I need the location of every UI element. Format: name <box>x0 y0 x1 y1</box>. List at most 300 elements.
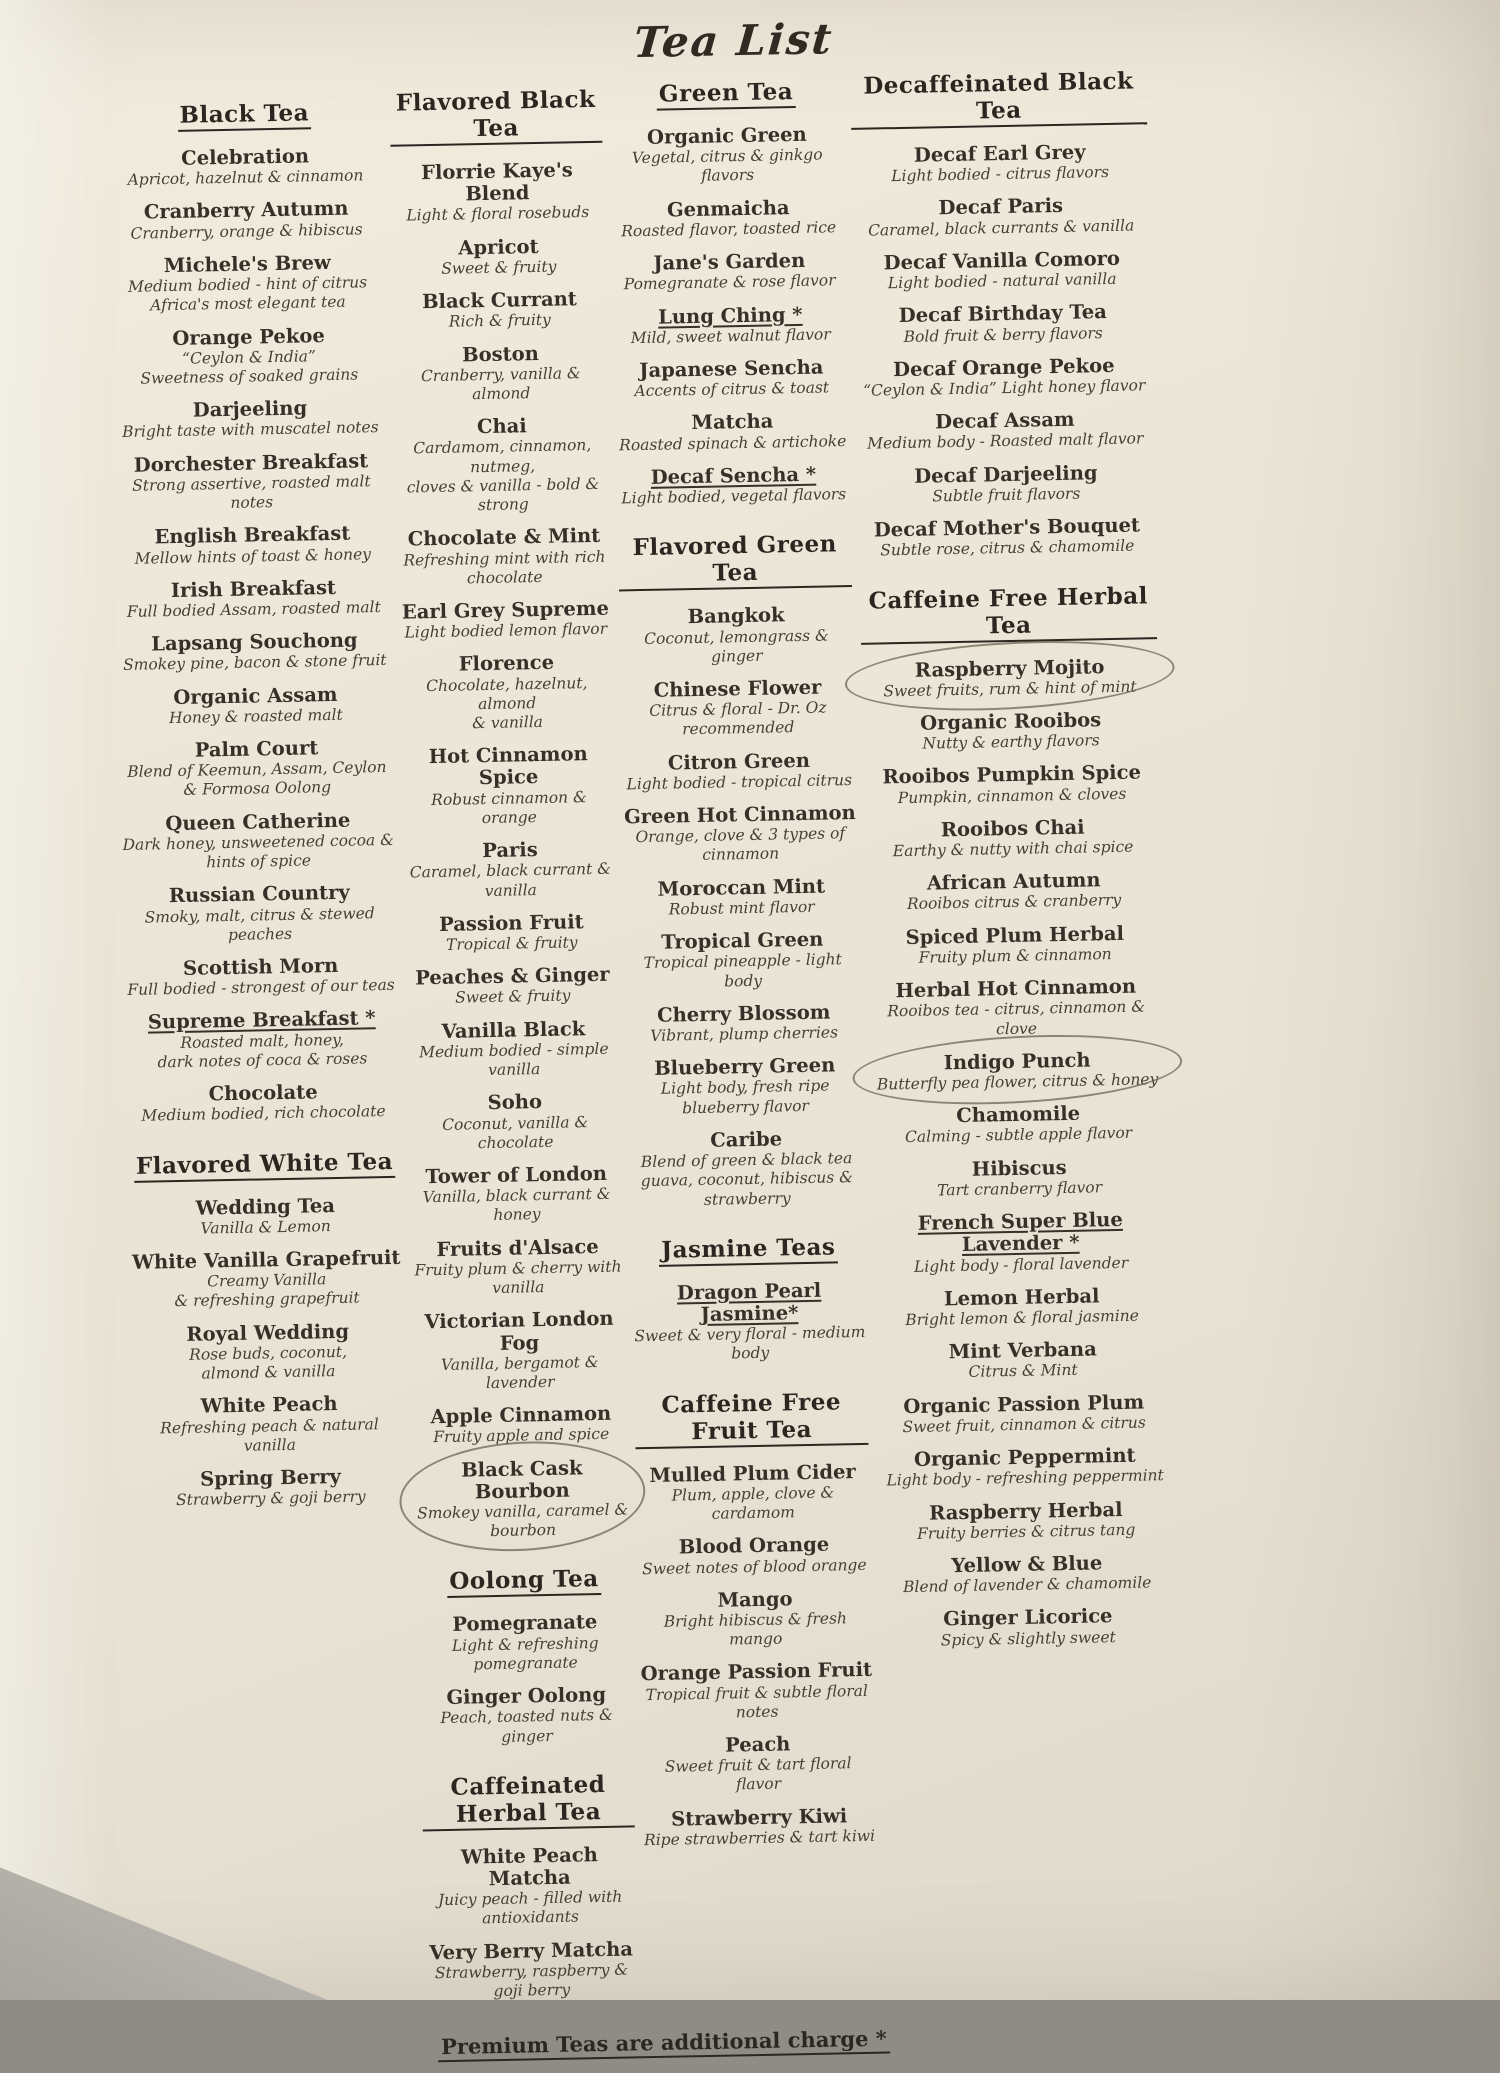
tea-item-desc: Mild, sweet walnut flavor <box>630 325 831 347</box>
tea-item <box>627 1001 861 1047</box>
tea-item <box>110 251 386 317</box>
tea-item <box>857 407 1154 454</box>
tea-item-desc: Pomegranate & rose flavor <box>623 271 836 294</box>
section-header <box>860 582 1157 645</box>
tea-item-name: Hot Cinnamon Spice <box>428 742 588 790</box>
tea-item-desc: Light bodied, vegetal flavors <box>621 485 847 508</box>
tea-item <box>641 1732 875 1797</box>
section-header <box>634 1387 868 1448</box>
tea-item <box>640 1659 874 1724</box>
tea-item-desc: Sweet & fruity <box>441 257 557 278</box>
tea-item <box>861 655 1158 702</box>
tea-item-name: Russian Country <box>168 881 350 908</box>
tea-item <box>392 234 605 280</box>
tea-item-name: Herbal Hot Cinnamon <box>895 974 1137 1003</box>
menu-section <box>634 1387 876 1850</box>
tea-item-name: Mango <box>717 1587 793 1612</box>
tea-item-desc: Citrus & Mint <box>968 1361 1078 1382</box>
tea-item-desc: Blend of green & black tea <box>640 1149 853 1172</box>
tea-item <box>865 815 1162 862</box>
tea-item <box>111 323 387 389</box>
tea-item-desc: Tropical & fruity <box>445 933 578 954</box>
tea-item-name: African Autumn <box>926 868 1101 895</box>
tea-item <box>622 749 856 795</box>
tea-item-desc: Honey & roasted malt <box>168 705 343 727</box>
tea-item <box>402 743 616 830</box>
tea-item <box>867 922 1164 969</box>
tea-item-name: Chinese Flower <box>653 675 822 702</box>
tea-item-desc: Light bodied - tropical citrus <box>626 770 853 794</box>
menu-section <box>127 1147 409 1511</box>
tea-item <box>400 651 614 735</box>
tea-item-name: Florrie Kaye's Blend <box>420 158 573 206</box>
tea-item-name: Apple Cinnamon <box>430 1401 612 1429</box>
menu-title: Tea List <box>631 14 836 68</box>
tea-item <box>125 1080 401 1127</box>
tea-item <box>858 461 1155 508</box>
tea-item <box>878 1497 1175 1544</box>
section-header-text: Caffeine Free Herbal Tea <box>860 582 1157 645</box>
tea-item-name: Decaf Darjeeling <box>914 460 1098 488</box>
tea-item-name: Wedding Tea <box>195 1193 336 1220</box>
tea-item <box>863 708 1160 755</box>
tea-item-desc: Rooibos citrus & cranberry <box>906 891 1122 914</box>
menu-section <box>418 1565 633 1748</box>
tea-item-name: Boston <box>461 341 540 366</box>
tea-item-name: White Vanilla Grapefruit <box>131 1245 401 1274</box>
tea-item <box>616 409 850 455</box>
tea-item-name: Victorian London Fog <box>424 1306 614 1355</box>
tea-item <box>859 514 1156 561</box>
tea-item <box>625 875 859 921</box>
tea-item-desc: Bright lemon & floral jasmine <box>905 1306 1140 1330</box>
tea-item-desc: Butterfly pea flower, citrus & honey <box>876 1070 1159 1094</box>
tea-item-name: Yellow & Blue <box>951 1551 1103 1578</box>
tea-item <box>124 1007 400 1073</box>
tea-item-name: Apricot <box>458 234 539 260</box>
tea-item-desc: Fruity plum & cinnamon <box>918 944 1112 967</box>
tea-item-desc: Bright hibiscus & fresh mango <box>663 1609 848 1649</box>
tea-item-desc: Cardamom, cinnamon, nutmeg, <box>413 436 592 476</box>
tea-item-desc: dark notes of coca & roses <box>157 1049 368 1072</box>
section-header-text: Caffeinated Herbal Tea <box>422 1770 635 1831</box>
premium-note-text: Premium Teas are additional charge * <box>438 2026 890 2063</box>
tea-item-name: Orange Passion Fruit <box>640 1658 873 1686</box>
tea-item <box>394 341 607 406</box>
tea-item-desc: Vanilla, black currant & honey <box>422 1184 611 1225</box>
tea-item <box>864 761 1161 808</box>
tea-item-desc: & Formosa Oolong <box>183 778 332 800</box>
tea-item-name: Chamomile <box>956 1101 1081 1128</box>
tea-item-name: Japanese Sencha <box>639 355 824 382</box>
tea-item-name: Raspberry Mojito <box>914 654 1105 682</box>
section-header <box>107 98 382 133</box>
tea-item <box>129 1247 405 1313</box>
tea-item-name: Green Hot Cinnamon <box>623 800 856 829</box>
tea-item-desc: Roasted malt, honey, <box>180 1030 345 1052</box>
tea-item-desc: Accents of citrus & toast <box>634 378 830 401</box>
tea-item-name: Pomegranate <box>452 1610 598 1637</box>
tea-item-desc: Sweet & fruity <box>455 986 571 1008</box>
tea-item-name: Vanilla Black <box>441 1016 586 1043</box>
tea-item-desc: Calming - subtle apple flavor <box>904 1124 1133 1147</box>
tea-item <box>407 1017 620 1082</box>
tea-item-desc: Medium body - Roasted malt flavor <box>867 429 1144 454</box>
tea-item-desc: Smokey vanilla, caramel & bourbon <box>417 1500 629 1541</box>
section-header <box>609 77 843 111</box>
tea-item <box>398 525 611 590</box>
section-header-text: Caffeine Free Fruit Tea <box>634 1387 868 1448</box>
tea-item <box>416 1456 630 1543</box>
tea-item <box>116 576 392 623</box>
tea-item-name: Chocolate & Mint <box>407 524 601 551</box>
tea-item-name: Organic Peppermint <box>913 1443 1136 1472</box>
section-header <box>389 86 602 147</box>
tea-item-name: Peaches & Ginger <box>415 962 610 990</box>
tea-item-desc: Strong assertive, roasted malt notes <box>132 472 371 512</box>
tea-item-name: Organic Assam <box>173 682 338 709</box>
tea-item-desc: Tropical pineapple - light body <box>643 950 842 991</box>
tea-item <box>425 1938 638 2003</box>
tea-item-name: Decaf Mother's Bouquet <box>873 513 1141 542</box>
tea-item-desc: Caramel, black currants & vanilla <box>867 216 1135 240</box>
tea-item-name: Black Currant <box>421 287 578 314</box>
tea-item <box>855 301 1152 348</box>
section-header <box>127 1147 402 1182</box>
tea-item <box>396 414 610 517</box>
section-header <box>631 1233 865 1267</box>
tea-item-name: Soho <box>487 1090 543 1115</box>
tea-item <box>415 1403 628 1449</box>
tea-item-desc: Fruity apple and spice <box>433 1425 610 1447</box>
tea-item-name: Decaf Sencha * <box>650 462 817 489</box>
tea-item <box>131 1392 407 1458</box>
tea-item-name: Earl Grey Supreme <box>401 596 610 624</box>
tea-item-name: Passion Fruit <box>438 909 584 936</box>
menu-column-1 <box>102 82 422 2034</box>
tea-item-desc: Sweet fruit, cinnamon & citrus <box>902 1413 1146 1437</box>
tea-item-desc: Pumpkin, cinnamon & cloves <box>897 784 1127 807</box>
tea-item-desc: Subtle fruit flavors <box>932 484 1081 506</box>
tea-item <box>610 123 844 188</box>
section-header <box>618 530 852 591</box>
tea-item-name: Queen Catherine <box>165 808 351 835</box>
tea-item-desc: Fruity plum & cherry with vanilla <box>414 1257 622 1298</box>
tea-item <box>413 1308 627 1395</box>
tea-item <box>122 881 398 947</box>
tea-item <box>391 159 604 227</box>
tea-item-name: Tropical Green <box>661 927 824 954</box>
tea-item <box>853 194 1150 241</box>
tea-item <box>621 676 855 741</box>
tea-item-name: Hibiscus <box>971 1155 1067 1181</box>
tea-item <box>411 1235 624 1300</box>
tea-item-desc: Sweet fruits, rum & hint of mint <box>883 677 1137 701</box>
tea-item-name: Spring Berry <box>199 1464 342 1491</box>
tea-item-desc: Light bodied - citrus flavors <box>891 163 1110 186</box>
tea-item-name: Mulled Plum Cider <box>649 1459 856 1487</box>
tea-item-name: Irish Breakfast <box>170 575 337 602</box>
tea-item-name: Moroccan Mint <box>657 874 826 901</box>
tea-item-desc: Light bodied lemon flavor <box>404 619 608 642</box>
tea-item-name: Chocolate <box>208 1080 318 1106</box>
tea-item-desc: Rose buds, coconut, <box>188 1342 348 1364</box>
menu-column-4 <box>846 67 1187 2020</box>
tea-item-desc: Bold fruit & berry flavors <box>903 323 1103 346</box>
tea-item <box>393 288 606 334</box>
tea-item-name: Michele's Brew <box>163 250 331 278</box>
tea-item-name: Supreme Breakfast * <box>147 1006 376 1035</box>
tea-item-name: Caribe <box>709 1127 783 1152</box>
tea-item-name: Blood Orange <box>678 1532 830 1559</box>
tea-item-desc: guava, coconut, hibiscus & strawberry <box>640 1168 854 1209</box>
tea-item-name: Mint Verbana <box>948 1337 1097 1364</box>
section-header-text: Flavored Black Tea <box>389 86 602 147</box>
tea-item <box>876 1391 1173 1438</box>
tea-item <box>118 682 394 729</box>
tea-item <box>637 1533 871 1579</box>
tea-item <box>626 928 860 993</box>
tea-item-desc: Full bodied Assam, roasted malt <box>126 597 381 621</box>
tea-item-desc: Light & floral rosebuds <box>406 203 590 225</box>
tea-item-desc: Cranberry, orange & hibiscus <box>130 219 363 243</box>
tea-item-desc: Smoky, malt, citrus & stewed peaches <box>144 903 375 944</box>
tea-item-desc: Robust cinnamon & orange <box>431 787 587 828</box>
tea-item-name: Palm Court <box>194 736 319 762</box>
tea-item-desc: almond & vanilla <box>201 1362 336 1383</box>
tea-item-name: Ginger Licorice <box>942 1604 1113 1631</box>
tea-item <box>869 1048 1166 1095</box>
tea-item-desc: Coconut, lemongrass & ginger <box>644 625 829 666</box>
tea-item <box>409 1090 622 1155</box>
tea-item <box>877 1444 1174 1491</box>
tea-item <box>628 1054 862 1119</box>
tea-item-desc: Rooibos tea - citrus, cinnamon & clove <box>887 997 1146 1038</box>
tea-item-desc: Light body - refreshing peppermint <box>886 1466 1164 1490</box>
tea-item-desc: Refreshing mint with rich chocolate <box>403 547 606 588</box>
tea-item-name: Spiced Plum Herbal <box>905 921 1125 949</box>
tea-item <box>423 1843 637 1930</box>
tea-item-name: Dorchester Breakfast <box>133 448 369 477</box>
tea-item <box>874 1284 1171 1331</box>
section-header-text: Jasmine Teas <box>659 1233 838 1266</box>
section-header-text: Flavored White Tea <box>134 1147 396 1182</box>
tea-item <box>108 197 384 244</box>
tea-item-desc: Plum, apple, clove & cardamom <box>671 1483 835 1523</box>
tea-item <box>115 522 391 569</box>
tea-item <box>404 838 617 903</box>
tea-item-name: Citron Green <box>667 748 811 775</box>
tea-item <box>852 140 1149 187</box>
menu-column-2 <box>385 78 642 2029</box>
tea-item <box>879 1551 1176 1598</box>
tea-item-desc: Light body, fresh ripe blueberry flavor <box>660 1076 830 1117</box>
tea-item-desc: cloves & vanilla - bold & strong <box>406 474 600 515</box>
section-header-text: Flavored Green Tea <box>618 530 852 591</box>
tea-item-name: Decaf Paris <box>938 194 1064 220</box>
tea-item <box>619 603 853 668</box>
tea-item-desc: Cranberry, vanilla & almond <box>420 363 581 404</box>
tea-item-desc: Dark honey, unsweetened cocoa & <box>122 830 395 854</box>
tea-item-name: Lapsang Souchong <box>151 628 358 656</box>
tea-item-name: Decaf Birthday Tea <box>898 300 1108 328</box>
tea-item-desc: Rich & fruity <box>448 311 552 331</box>
tea-item-name: Organic Passion Plum <box>903 1390 1145 1418</box>
tea-item-desc: Strawberry & goji berry <box>175 1487 366 1510</box>
tea-item-name: Lemon Herbal <box>943 1284 1100 1311</box>
tea-item <box>617 463 851 509</box>
tea-item-name: Blueberry Green <box>653 1053 836 1081</box>
tea-item <box>632 1279 867 1366</box>
tea-item-desc: Earthy & nutty with chai spice <box>892 837 1134 861</box>
section-header-text: Green Tea <box>657 78 796 111</box>
section-header <box>850 67 1147 130</box>
tea-item <box>638 1587 872 1652</box>
tea-item <box>612 196 846 242</box>
tea-item-name: Fruits d'Alsace <box>436 1234 599 1261</box>
tea-item-name: Rooibos Pumpkin Spice <box>882 760 1142 789</box>
tea-item-name: Paris <box>482 838 538 863</box>
tea-item-name: Raspberry Herbal <box>928 1497 1123 1525</box>
tea-item <box>870 1101 1167 1148</box>
tea-item-desc: Orange, clove & 3 types of cinnamon <box>635 824 846 865</box>
tea-item-desc: Africa's most elegant tea <box>150 292 346 315</box>
tea-item <box>112 396 388 443</box>
tea-item <box>614 303 848 349</box>
tea-item-desc: Refreshing peach & natural vanilla <box>160 1414 379 1455</box>
tea-item <box>642 1804 876 1850</box>
tea-item-name: French Super Blue Lavender * <box>917 1207 1123 1257</box>
tea-item-desc: Medium bodied - simple vanilla <box>418 1039 609 1080</box>
menu-section <box>609 77 850 509</box>
section-header <box>422 1770 635 1831</box>
tea-item-name: Scottish Morn <box>182 953 339 980</box>
tea-item-desc: Citrus & floral - Dr. Oz recommended <box>649 698 827 739</box>
tea-item-name: Chai <box>476 414 527 439</box>
tea-item <box>629 1127 864 1211</box>
tea-item-name: White Peach <box>200 1392 338 1418</box>
tea-item-desc: Bright taste with muscatel notes <box>121 418 379 442</box>
tea-item <box>410 1162 623 1227</box>
tea-item-name: Very Berry Matcha <box>429 1937 634 1965</box>
tea-item-desc: Vibrant, plump cherries <box>650 1023 839 1045</box>
tea-item-desc: & refreshing grapefruit <box>174 1288 360 1311</box>
tea-item-name: Ginger Oolong <box>446 1683 607 1710</box>
tea-item-name: Decaf Vanilla Comoro <box>883 246 1121 275</box>
tea-item-name: Cherry Blossom <box>656 1000 831 1027</box>
menu-section <box>618 530 864 1211</box>
tea-item-name: Peach <box>724 1732 791 1757</box>
tea-item <box>868 975 1165 1041</box>
tea-item-desc: Vanilla, bergamot & lavender <box>440 1352 599 1393</box>
tea-item-desc: Tropical fruit & subtle floral notes <box>645 1681 868 1722</box>
tea-item-name: Decaf Orange Pekoe <box>892 353 1115 381</box>
tea-item-name: Dragon Pearl Jasmine* <box>676 1278 822 1326</box>
tea-item-desc: Light bodied - natural vanilla <box>887 269 1117 293</box>
tea-item-desc: Mellow hints of toast & honey <box>134 544 372 568</box>
tea-item <box>871 1155 1168 1202</box>
tea-item-name: Celebration <box>180 144 310 170</box>
tea-item <box>130 1319 406 1385</box>
menu-columns <box>102 67 1187 2034</box>
tea-item-name: Jane's Garden <box>653 248 806 275</box>
tea-item <box>128 1193 404 1240</box>
tea-item-name: Decaf Earl Grey <box>913 140 1086 167</box>
tea-item-desc: Sweet notes of blood orange <box>641 1555 867 1578</box>
tea-item-name: Lung Ching * <box>657 302 803 329</box>
menu-column-3 <box>605 73 883 2025</box>
tea-item-desc: Nutty & earthy flavors <box>922 731 1100 753</box>
tea-item-desc: & vanilla <box>471 712 544 733</box>
tea-item <box>866 868 1163 915</box>
tea-item <box>615 356 849 402</box>
tea-item-desc: Coconut, vanilla & chocolate <box>442 1112 589 1153</box>
section-header-text: Black Tea <box>177 99 311 132</box>
tea-item-desc: Strawberry, raspberry & goji berry <box>434 1960 629 2001</box>
tea-item-name: English Breakfast <box>154 521 351 549</box>
tea-item-desc: Vanilla & Lemon <box>200 1216 331 1238</box>
tea-item-desc: Creamy Vanilla <box>206 1270 327 1291</box>
tea-item-name: Black Cask Bourbon <box>460 1455 583 1504</box>
tea-item-name: Organic Green <box>646 122 807 149</box>
tea-item-name: Decaf Assam <box>934 407 1075 434</box>
tea-item <box>875 1337 1172 1384</box>
tea-item <box>119 736 395 802</box>
tea-item <box>405 910 618 956</box>
tea-item <box>420 1684 633 1749</box>
tea-item <box>636 1460 870 1525</box>
tea-item-name: Orange Pekoe <box>172 323 325 350</box>
menu-section <box>850 67 1155 561</box>
tea-item-desc: Chocolate, hazelnut, almond <box>425 673 588 713</box>
tea-item-name: Rooibos Chai <box>940 815 1085 842</box>
tea-item-desc: Blend of Keemun, Assam, Ceylon <box>127 758 387 782</box>
section-header <box>418 1565 631 1599</box>
tea-item-desc: Light body - floral lavender <box>913 1253 1129 1276</box>
tea-item-desc: Apricot, hazelnut & cinnamon <box>127 166 364 190</box>
tea-item-desc: Tart cranberry flavor <box>936 1178 1103 1200</box>
tea-item-name: Florence <box>458 651 555 676</box>
section-header-text: Oolong Tea <box>447 1565 601 1598</box>
tea-item-desc: “Ceylon & India” Light honey flavor <box>862 376 1146 400</box>
menu-section <box>860 582 1176 1652</box>
tea-item-desc: Sweetness of soaked grains <box>140 365 359 388</box>
tea-item-desc: Peach, toasted nuts & ginger <box>440 1706 614 1746</box>
tea-item-name: White Peach Matcha <box>460 1842 598 1891</box>
tea-item-desc: Subtle rose, citrus & chamomile <box>880 536 1135 560</box>
tea-item-desc: Fruity berries & citrus tang <box>916 1520 1136 1543</box>
tea-item-name: Tower of London <box>425 1161 608 1189</box>
tea-item-desc: Blend of lavender & chamomile <box>902 1573 1152 1597</box>
tea-item-name: Cranberry Autumn <box>143 197 349 224</box>
tea-item-desc: Medium bodied - hint of citrus <box>127 273 368 296</box>
tea-item-desc: Roasted spinach & artichoke <box>619 431 847 455</box>
tea-item-desc: Roasted flavor, toasted rice <box>621 218 837 241</box>
section-header-text: Decaffeinated Black Tea <box>850 67 1147 130</box>
tea-item-name: Royal Wedding <box>186 1319 350 1346</box>
tea-item <box>854 247 1151 294</box>
tea-item-desc: hints of spice <box>206 851 312 872</box>
tea-item-desc: Juicy peach - filled with antioxidants <box>437 1887 623 1928</box>
tea-item <box>406 964 619 1010</box>
tea-item-desc: Caramel, black currant & vanilla <box>409 860 612 900</box>
tea-item-name: Matcha <box>691 409 774 435</box>
tea-item-name: Bangkok <box>687 603 785 629</box>
menu-section <box>422 1770 638 2003</box>
tea-item-desc: Robust mint flavor <box>668 897 815 919</box>
tea-item <box>623 802 857 867</box>
tea-item-desc: Vegetal, citrus & ginkgo flavors <box>631 145 823 186</box>
